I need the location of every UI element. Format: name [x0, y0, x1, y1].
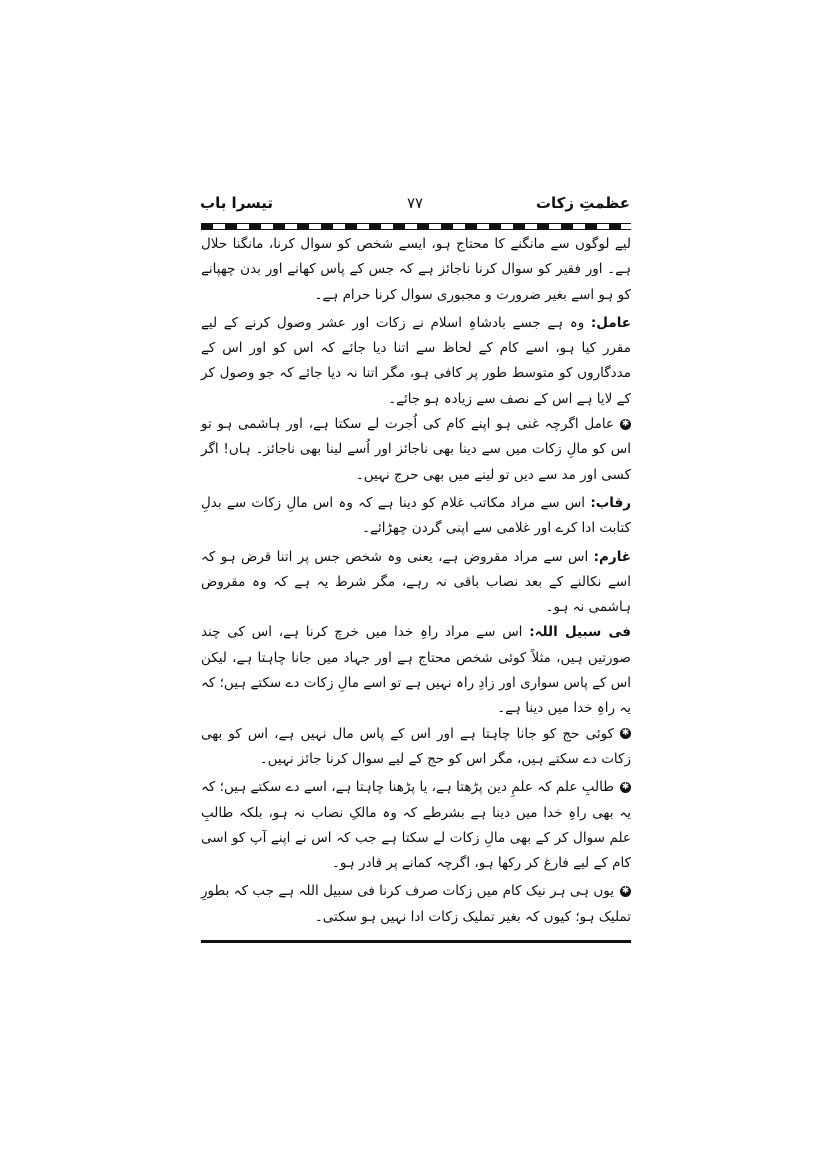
paragraph-text: طالبِ علم کہ علمِ دین پڑھتا ہے، یا پڑھنا چاہتا ہے، اسے دے سکتے ہیں؛ کہ یہ بھی راہِ خدا میں دینا ہے بشرطے کہ وہ مالکِ نصاب نہ ہو، بلکہ طالبِ علم سوال کر کے بھی مالِ زکات لے سکتا ہے جب کہ اس نے اپنے آپ کو اسی کام کے لیے فارغ کر رکھا ہو، اگرچہ کمانے پر قادر ہو۔ — [201, 779, 631, 872]
bullet-star-icon: ✱ — [621, 885, 630, 896]
term-label: غارم: — [593, 548, 631, 565]
paragraph — [201, 412, 631, 488]
paragraph-text: لیے لوگوں سے مانگنے کا محتاج ہو، ایسے شخص کو سوال کرنا، مانگنا حلال ہے۔ اور فقیر کو سوال کرنا ناجائز ہے کہ جس کے پاس کھانے اور بدن چھپانے کو ہو اسے بغیر ضرورت و مجبوری سوال کرنا حرام ہے۔ — [201, 236, 631, 303]
footer-rule — [201, 940, 631, 943]
page-number: ۷۷ — [406, 194, 424, 212]
paragraph-text: اس سے مراد مکاتب غلام کو دینا ہے کہ وہ اس مالِ زکات سے بدلِ کتابت ادا کرے اور غلامی سے اپنی گردن چھڑائے۔ — [201, 494, 631, 537]
term-label: فی سبیل اللہ: — [529, 624, 632, 641]
term-label: رقاب: — [590, 494, 631, 511]
paragraph — [201, 722, 631, 773]
header-dashed-rule — [201, 223, 631, 230]
paragraph-text: وہ ہے جسے بادشاہِ اسلام نے زکات اور عشر وصول کرنے کے لیے مقرر کیا ہو، اسے کام کے لحاظ سے اتنا دیا جائے کہ اس کو اور اس کے مددگاروں کو متوسط طور پر کافی ہو، مگر اتنا نہ دیا جائے کہ جو وصول کر کے لایا ہے اس کے نصف سے زیادہ ہو جائے۔ — [201, 314, 631, 407]
paragraph — [201, 545, 631, 621]
paragraph-text: یوں ہی ہر نیک کام میں زکات صرف کرنا فی سبیل اللہ ہے جب کہ بطورِ تملیک ہو؛ کیوں کہ بغیر تملیک زکات ادا نہیں ہو سکتی۔ — [201, 883, 631, 925]
paragraph — [201, 879, 631, 930]
chapter-title: تیسرا باب — [200, 194, 274, 212]
bullet-star-icon: ✱ — [621, 781, 630, 792]
paragraph-text: عامل اگرچہ غنی ہو اپنے کام کی اُجرت لے سکتا ہے، اور ہاشمی ہو تو اس کو مالِ زکات میں سے دینا بھی ناجائز اور اُسے لینا بھی ناجائز۔ ہاں! اگر کسی اور مد سے دیں تو لینے میں بھی حرج نہیں۔ — [201, 416, 631, 483]
paragraph-text: اس سے مراد مقروض ہے، یعنی وہ شخص جس پر اتنا قرض ہو کہ اسے نکالنے کے بعد نصاب باقی نہ رہے، مگر شرط یہ ہے کہ وہ مقروض ہاشمی نہ ہو۔ — [201, 548, 631, 616]
paragraph — [201, 491, 631, 542]
bullet-star-icon: ✱ — [621, 728, 630, 739]
paragraph — [201, 775, 631, 876]
paragraph — [201, 311, 631, 412]
body-text — [201, 232, 631, 930]
running-header — [200, 192, 630, 216]
book-title: عظمتِ زکات — [535, 194, 630, 212]
term-label: عامل: — [590, 314, 631, 331]
paragraph — [201, 232, 631, 308]
paragraph-text: اس سے مراد راہِ خدا میں خرچ کرنا ہے، اس کی چند صورتیں ہیں، مثلاً کوئی شخص محتاج ہے اور جہاد میں جانا چاہتا ہے، لیکن اس کے پاس سواری اور زادِ راہ نہیں ہے تو اسے مالِ زکات دے سکتے ہیں؛ کہ یہ راہِ خدا میں دینا ہے۔ — [201, 624, 631, 717]
paragraph — [201, 620, 631, 721]
bullet-star-icon: ✱ — [621, 418, 630, 429]
paragraph-text: کوئی حج کو جانا چاہتا ہے اور اس کے پاس مال نہیں ہے، اس کو بھی زکات دے سکتے ہیں، مگر اس کو حج کے لیے سوال کرنا جائز نہیں۔ — [201, 725, 631, 767]
